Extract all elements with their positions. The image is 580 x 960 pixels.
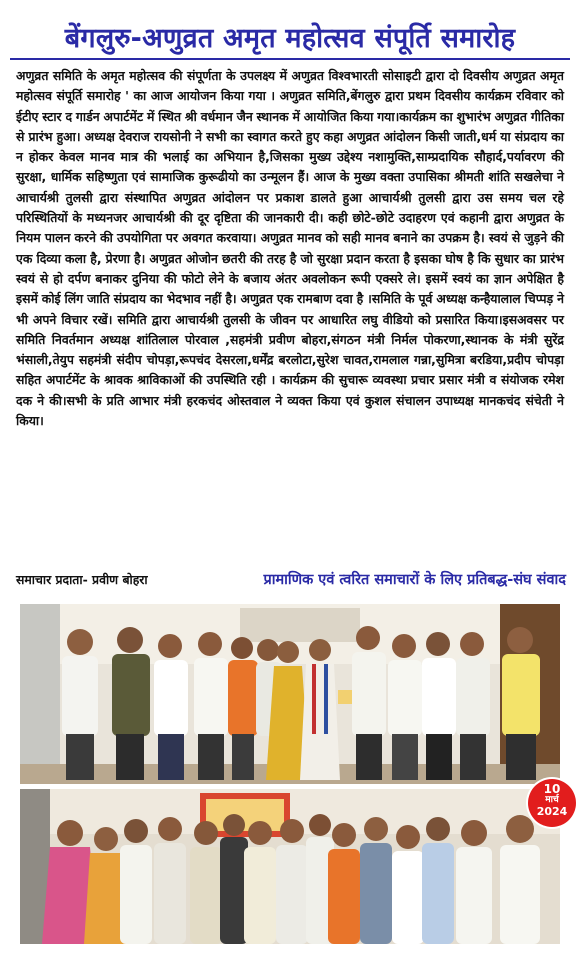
headline-underline xyxy=(10,58,570,60)
event-photo-1-graphic xyxy=(20,604,560,784)
date-badge xyxy=(528,779,576,827)
event-photo-1 xyxy=(20,604,560,784)
news-source: समाचार प्रदाता- प्रवीण बोहरा xyxy=(16,572,148,587)
event-photo-2 xyxy=(20,789,560,944)
article-body: अणुव्रत समिति के अमृत महोत्सव की संपूर्णता के उपलक्ष्य में अणुव्रत विश्वभारती सोसाइटी द्वारा दो दिवसीय अणुव्रत अमृत महोत्सव संपूर्ति समारोह ' का आज आयोजन किया गया । अणुव्रत समिति,बेंगलुरु द्वारा प्रथम दिवसीय कार्यक्रम रविवार को ईटीए स्टार द गार्डन अपार्टमेंट में स्थित श्री वर्धमान जैन स्थानक में आयोजित किया गया।कार्यक्रम का शुभारंभ अणुव्रत गीतिका से प्रारंभ हुआ। अध्यक्ष देवराज रायसोनी ने सभी का स्वागत करते हुए कहा अणुव्रत आंदोलन किसी जाती,धर्म या संप्रदाय का न होकर केवल मानव मात्र की भलाई का अभियान है,जिसका मुख्य उद्देश्य नशामुक्ति,साम्प्रदायिक सौहार्द,पर्यावरण की सुरक्षा, धार्मिक सहिष्णुता एवं सामाजिक कुरूढीयो का उन्मूलन हैं। आज के मुख्य वक्ता उपासिका श्रीमती शांति सखलेचा ने आचार्यश्री तुलसी द्वारा संस्थापित अणुव्रत आंदोलन पर प्रकाश डालते हुआ आचार्यश्री तुलसी द्वारा उस समय चल रहे परिस्थितियों के मध्यनजर आचार्यश्री की दूर दृष्टिता की जानकारी दी। कही छोटे-छोटे उदाहरण एवं कहानी द्वारा अणुव्रत के नियम पालन करने की उपयोगिता पर अवगत करवाया। अणुव्रत मानव को सही मानव बनाने का उपक्रम है। स्वयं से जुड़ने की एक दिव्या कला है, प्रेरणा है। अणुव्रत ओजोन छतरी की तरह है जो सुरक्षा प्रदान करता है इसका घोष है कि सुधार का प्रारंभ स्वयं से हो दर्पण बनाकर दुनिया की फोटो लेने के बजाय अंतर अवलोकन रूपी एक्सरे ले। इसमें स्वयं का ज्ञान अपेक्षित है इसमें कोई लिंग जाति संप्रदाय का भेदभाव नहीं है। अणुव्रत एक रामबाण दवा है ।समिति के पूर्व अध्यक्ष कन्हैयालाल चिप्पड़ ने भी अपने विचार रखें। समिति द्वारा आचार्यश्री तुलसी के जीवन पर आधारित लघु वीडियो को प्रसारित किया।इसअवसर पर समिति निवर्तमान अध्यक्ष शांतिलाल पोरवाल ,सहमंत्री प्रवीण बोहरा,संगठन मंत्री निर्मल पोकरणा,स्थानक के मंत्री सुरेंद्र भंसाली,तेयुप सहमंत्री संदीप चोपड़ा,रूपचंद देसरला,धर्मेंद्र बरलोटा,सुरेश चावत,रामलाल गन्ना,सुमित्रा बरडिया,प्रदीप चोपड़ा सहित अपार्टमेंट के श्रावक श्राविकाओं की उपस्थिति रही । कार्यक्रम की सुचारू व्यवस्था प्रचार प्रसार मंत्री व संयोजक रमेश दक ने की।सभी के प्रति आभार मंत्री हरकचंद ओस्तवाल ने व्यक्त किया एवं कुशल संचालन उपाध्यक्ष मानकचंद संचेती ने किया। xyxy=(16,68,565,429)
tagline: प्रामाणिक एवं त्वरित समाचारों के लिए प्रतिबद्ध-संघ संवाद xyxy=(263,572,566,588)
headline: बेंगलुरु-अणुव्रत अमृत महोत्सव संपूर्ति समारोह xyxy=(64,23,516,54)
date-month: मार्च xyxy=(545,795,559,805)
date-day: 10 xyxy=(543,782,561,796)
event-photo-2-graphic xyxy=(20,789,560,944)
date-year: 2024 xyxy=(536,805,568,818)
